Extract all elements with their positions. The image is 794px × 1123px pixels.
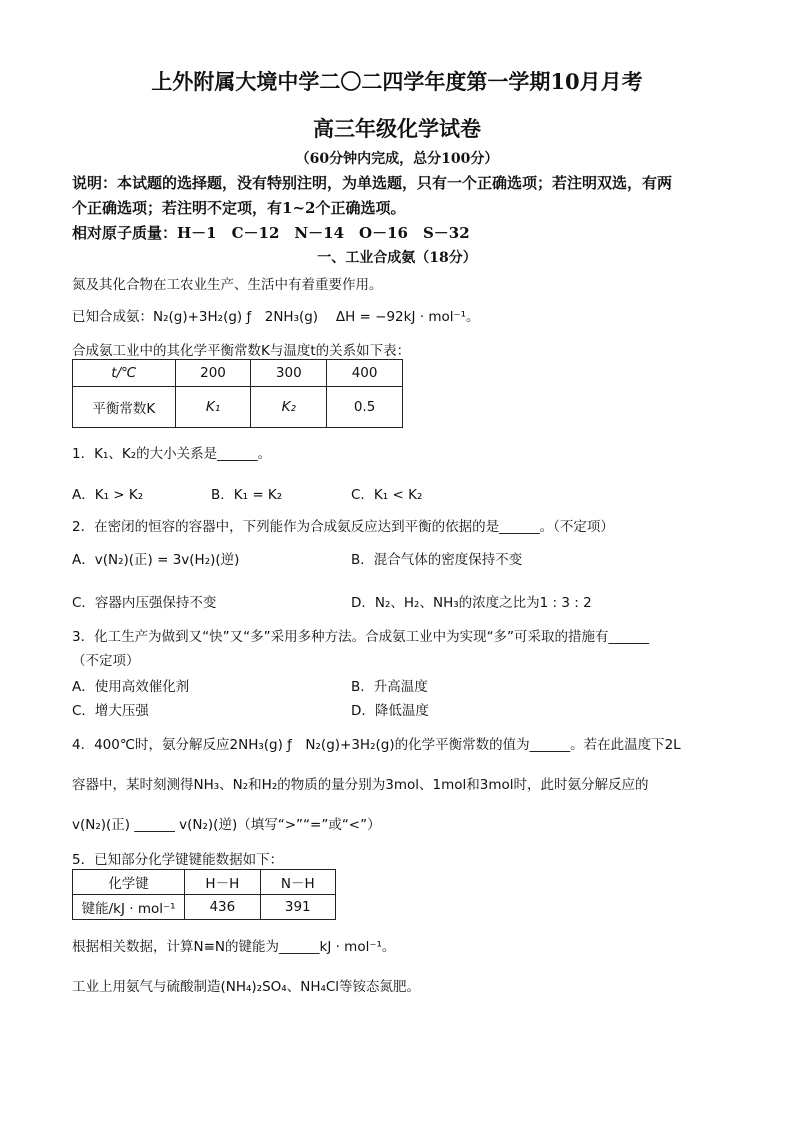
q1-option-a: A．K₁ > K₂ <box>72 487 144 503</box>
bond-table-header-bond: 化学键 <box>73 870 185 895</box>
q5-stem: 5．已知部分化学键键能数据如下： <box>72 852 284 868</box>
reaction-equation: 已知合成氨：N₂(g)+3H₂(g) ƒ 2NH₃(g) ΔH = −92kJ · mol⁻¹。 <box>72 309 480 325</box>
q1-option-b: B．K₁ = K₂ <box>211 487 283 503</box>
k-table-header-200: 200 <box>175 360 251 387</box>
k-table-cell-400: 0.5 <box>327 387 403 428</box>
q3-option-b: B．升高温度 <box>351 679 428 695</box>
time-note: （60分钟内完成，总分100分） <box>295 151 499 167</box>
k-table-cell-k1: K₁ <box>175 387 251 428</box>
bond-table-cell-hh: 436 <box>185 895 260 920</box>
section-heading: 一、工业合成氨（18分） <box>317 250 477 266</box>
q4-line-2: 容器中，某时刻测得NH₃、N₂和H₂的物质的量分别为3mol、1mol和3mol时，此时氨分解反应的 <box>72 777 649 793</box>
k-table-header-temp: t/℃ <box>73 360 176 387</box>
bond-table-header-hh: H－H <box>185 870 260 895</box>
exam-title: 上外附属大境中学二〇二四学年度第一学期10月月考 <box>151 69 643 94</box>
exam-subtitle: 高三年级化学试卷 <box>313 116 481 141</box>
bond-table-header-nh: N－H <box>260 870 335 895</box>
q3-option-a: A．使用高效催化剂 <box>72 679 190 695</box>
bond-energy-table <box>72 869 336 920</box>
q2-option-a: A．v(N₂)(正) = 3v(H₂)(逆) <box>72 552 240 568</box>
q2-option-d: D．N₂、H₂、NH₃的浓度之比为1 : 3 : 2 <box>351 595 592 611</box>
k-table-header-400: 400 <box>327 360 403 387</box>
k-table-cell-k2: K₂ <box>251 387 327 428</box>
k-table-row-label: 平衡常数K <box>73 387 176 428</box>
q2-option-b: B．混合气体的密度保持不变 <box>351 552 523 568</box>
instructions-line-2: 个正确选项；若注明不定项，有1~2个正确选项。 <box>72 199 406 217</box>
bond-table-cell-nh: 391 <box>260 895 335 920</box>
q1-stem: 1．K₁、K₂的大小关系是______。 <box>72 446 272 462</box>
section-intro: 氮及其化合物在工农业生产、生活中有着重要作用。 <box>72 277 383 293</box>
q2-stem: 2．在密闭的恒容的容器中，下列能作为合成氨反应达到平衡的依据的是______。（不定项） <box>72 519 614 535</box>
q5-calc: 根据相关数据，计算N≡N的键能为______kJ · mol⁻¹。 <box>72 939 396 955</box>
q3-option-d: D．降低温度 <box>351 703 429 719</box>
k-table <box>72 359 403 428</box>
q4-line-3: v(N₂)(正) ______ v(N₂)(逆)（填写“>”“=”或“<”） <box>72 817 381 833</box>
q3-stem-line-2: （不定项） <box>72 653 140 669</box>
table-intro: 合成氨工业中的其化学平衡常数K与温度t的关系如下表： <box>72 343 411 359</box>
q1-option-c: C．K₁ < K₂ <box>351 487 423 503</box>
q3-option-c: C．增大压强 <box>72 703 149 719</box>
q4-line-1: 4．400℃时，氨分解反应2NH₃(g) ƒ N₂(g)+3H₂(g)的化学平衡常数的值为______。若在此温度下2L <box>72 737 681 753</box>
q2-option-c: C．容器内压强保持不变 <box>72 595 217 611</box>
closing-line: 工业上用氨气与硫酸制造(NH₄)₂SO₄、NH₄Cl等铵态氮肥。 <box>72 979 421 995</box>
bond-table-row-label: 键能/kJ · mol⁻¹ <box>73 895 185 920</box>
atomic-mass-line: 相对原子质量：H－1 C－12 N－14 O－16 S－32 <box>72 224 470 242</box>
instructions-line-1: 说明：本试题的选择题，没有特别注明，为单选题，只有一个正确选项；若注明双选，有两 <box>72 174 673 192</box>
q3-stem-line-1: 3．化工生产为做到又“快”又“多”采用多种方法。合成氨工业中为实现“多”可采取的措施有______ <box>72 629 650 645</box>
k-table-header-300: 300 <box>251 360 327 387</box>
